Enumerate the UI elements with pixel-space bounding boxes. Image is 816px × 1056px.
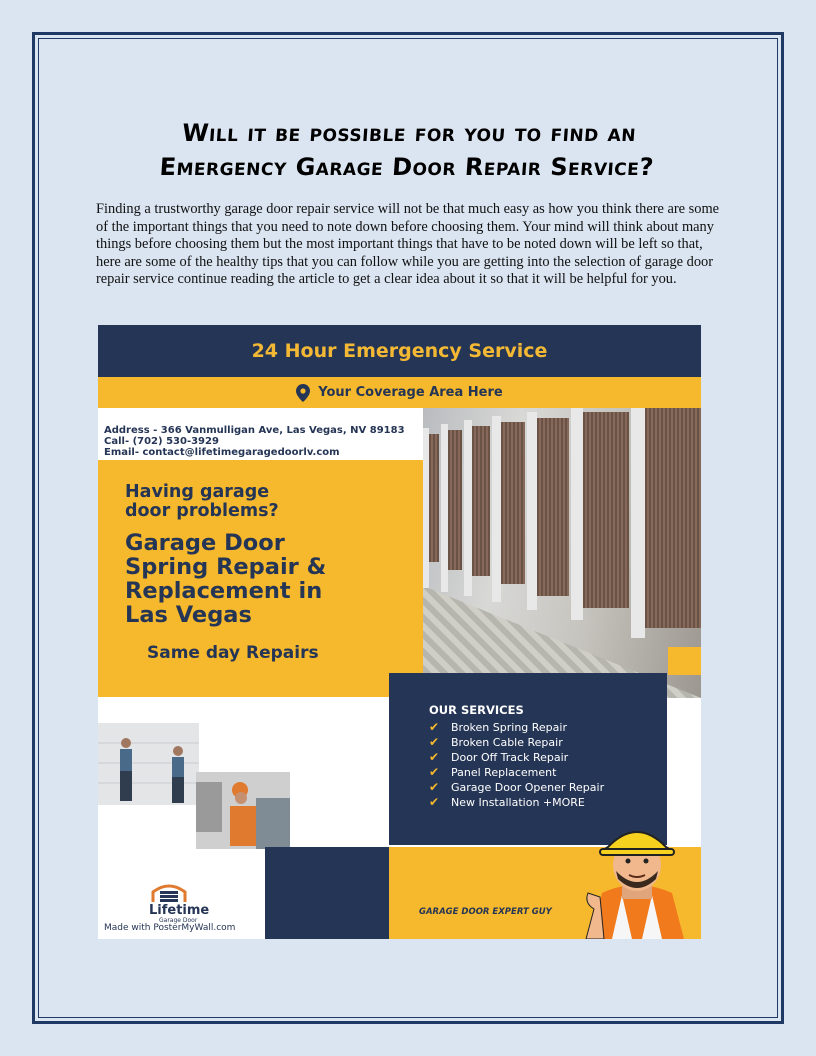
intro-paragraph: Finding a trustworthy garage door repair service will not be that much easy as how you think there are some of the important things that you need to note down before choosing them. Your mind will think about many things before choosing them but the most important things that have to be noted down will be left so that, here are some of the healthy tips that you can follow while you are getting into the selection of garage door repair service continue reading the article to get a clear idea about it so that it will be helpful for you. bbox=[96, 201, 720, 288]
check-icon: ✔ bbox=[429, 780, 440, 794]
service-label: Broken Spring Repair bbox=[451, 721, 567, 734]
headline-line-1: Garage Door bbox=[125, 530, 285, 556]
document-title bbox=[94, 116, 723, 184]
check-icon: ✔ bbox=[429, 735, 440, 749]
contact-block bbox=[104, 425, 424, 458]
garage-row-photo bbox=[423, 408, 701, 698]
title-line-2: Emergency Garage Door Repair Service? bbox=[158, 153, 655, 181]
question-line-1: Having garage bbox=[125, 482, 270, 502]
service-label: Door Off Track Repair bbox=[451, 751, 569, 764]
contact-address: Address - 366 Vanmulligan Ave, Las Vegas, NV 89183 bbox=[104, 425, 405, 436]
headline-line-4: Las Vegas bbox=[125, 602, 252, 628]
problem-question bbox=[125, 483, 279, 521]
headline-line-2: Spring Repair & bbox=[125, 554, 327, 580]
service-label: Panel Replacement bbox=[451, 766, 557, 779]
service-item bbox=[429, 735, 604, 750]
location-pin-icon bbox=[296, 384, 310, 402]
logo-subtitle: Garage Door bbox=[159, 917, 198, 924]
workers-photo bbox=[98, 723, 199, 805]
service-item bbox=[429, 780, 604, 795]
contact-call: Call- (702) 530-3929 bbox=[104, 436, 219, 447]
service-label: Garage Door Opener Repair bbox=[451, 781, 605, 794]
garage-logo-icon bbox=[151, 882, 187, 904]
made-with-credit: Made with PosterMyWall.com bbox=[104, 923, 236, 933]
service-label: Broken Cable Repair bbox=[451, 736, 563, 749]
same-day-text: Same day Repairs bbox=[147, 643, 319, 663]
question-line-2: door problems? bbox=[125, 501, 279, 521]
technician-photo bbox=[196, 772, 290, 849]
service-item bbox=[429, 795, 604, 810]
service-label: New Installation +MORE bbox=[451, 796, 585, 809]
coverage-text: Your Coverage Area Here bbox=[318, 385, 503, 400]
poster-header: 24 Hour Emergency Service bbox=[98, 325, 701, 377]
expert-label: GARAGE DOOR EXPERT GUY bbox=[419, 907, 552, 917]
bottom-navy-block bbox=[265, 847, 389, 939]
service-item bbox=[429, 765, 604, 780]
services-list bbox=[429, 720, 604, 810]
check-icon: ✔ bbox=[429, 750, 440, 764]
headline-line-3: Replacement in bbox=[125, 578, 323, 604]
contact-email: Email- contact@lifetimegaragedoorlv.com bbox=[104, 447, 340, 458]
coverage-bar bbox=[98, 377, 701, 408]
construction-worker-mascot bbox=[572, 813, 701, 939]
accent-square bbox=[668, 647, 701, 675]
services-title: OUR SERVICES bbox=[429, 703, 524, 717]
logo-name: Lifetime bbox=[149, 903, 210, 918]
check-icon: ✔ bbox=[429, 720, 440, 734]
service-item bbox=[429, 750, 604, 765]
poster-headline bbox=[125, 531, 326, 627]
service-item bbox=[429, 720, 604, 735]
check-icon: ✔ bbox=[429, 765, 440, 779]
service-poster bbox=[98, 325, 701, 939]
title-line-1: Will it be possible for you to find an bbox=[181, 119, 638, 147]
check-icon: ✔ bbox=[429, 795, 440, 809]
